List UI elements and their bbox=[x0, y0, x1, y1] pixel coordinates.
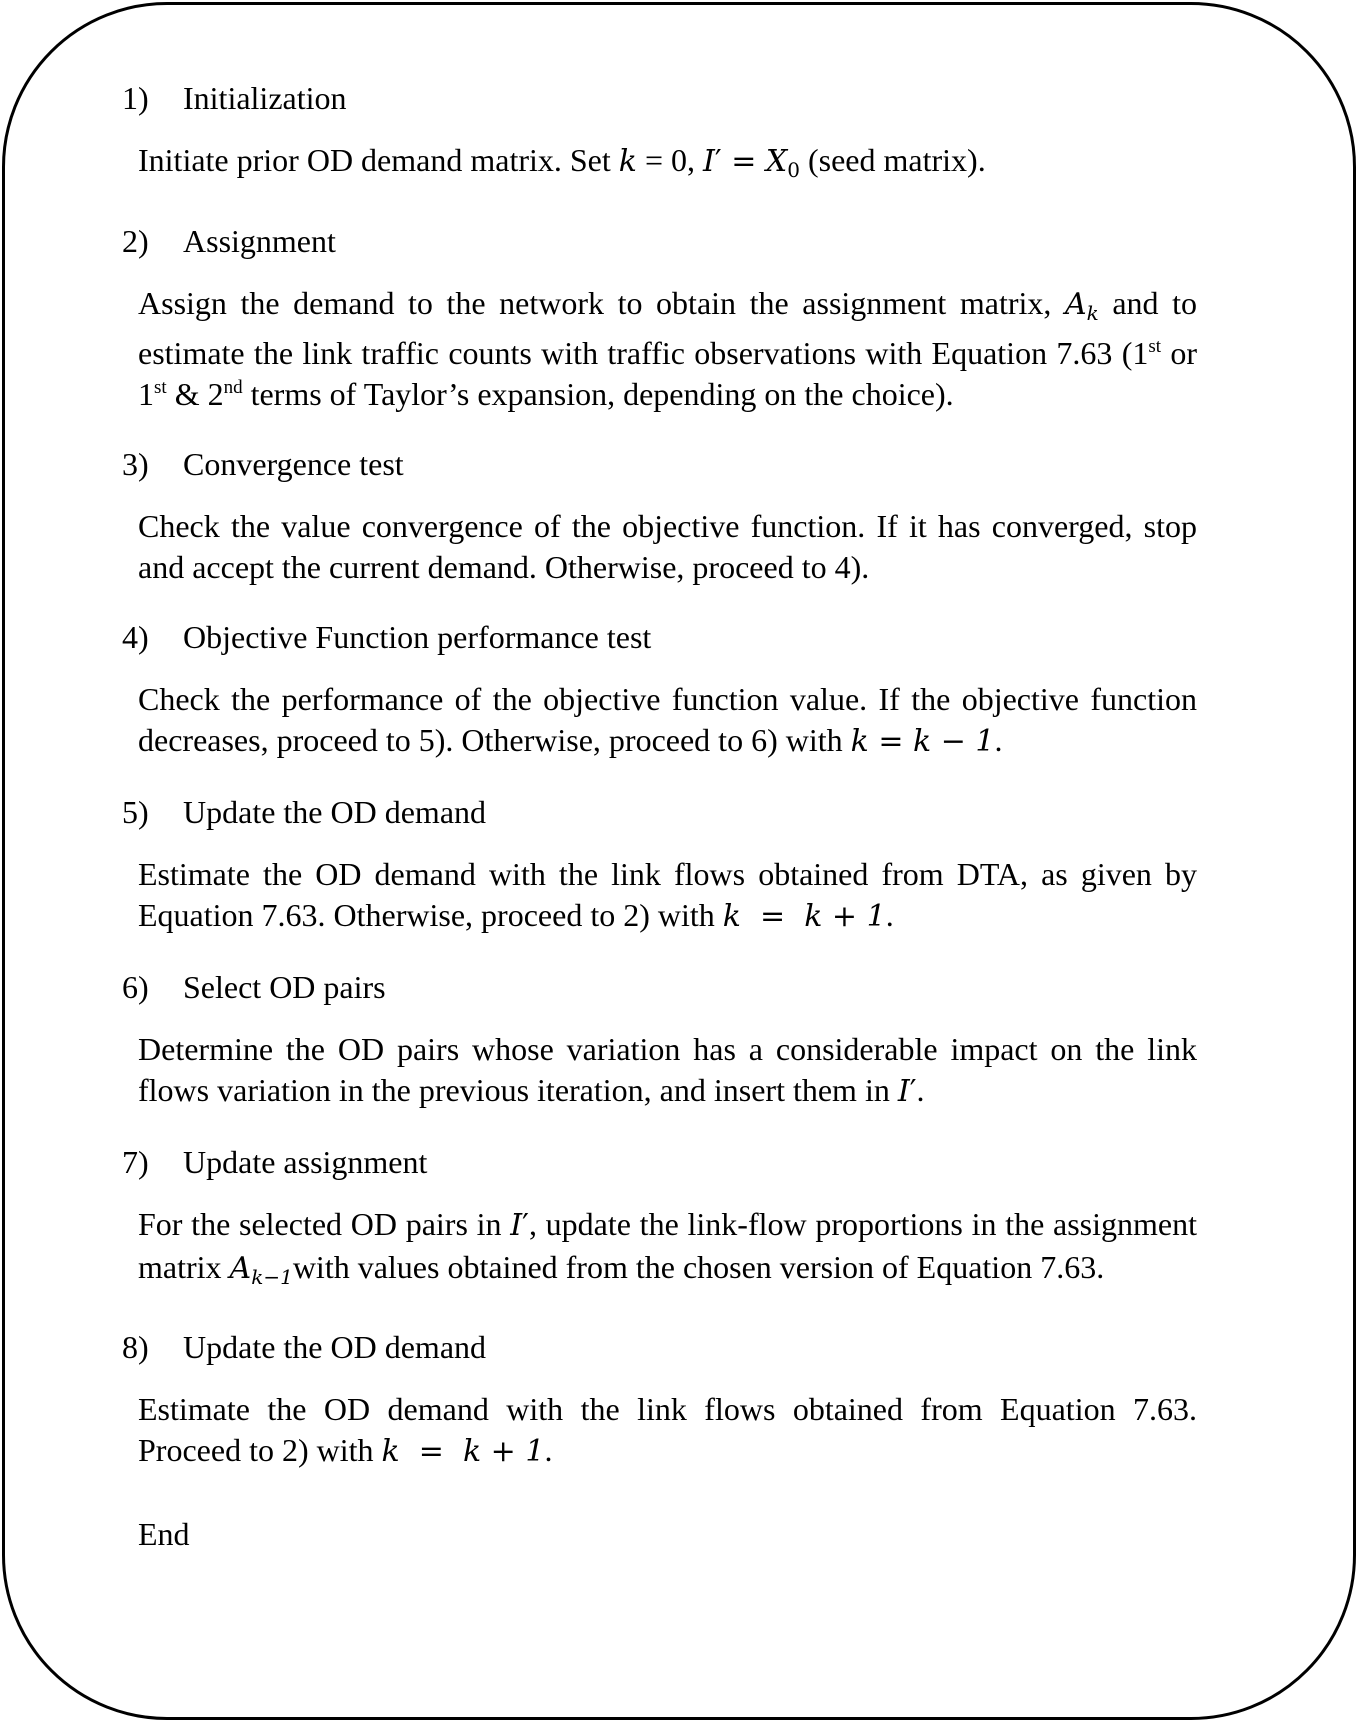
math-I-prime bbox=[703, 144, 722, 179]
math-variable-k: k bbox=[618, 144, 637, 179]
body-text: , update the link-flow proportions in the assignment matrix bbox=[138, 1206, 1198, 1285]
step-heading bbox=[122, 1142, 1197, 1182]
step-assignment bbox=[122, 221, 1197, 415]
math-variable-A: A bbox=[229, 1250, 252, 1286]
body-text: = 0, bbox=[636, 142, 703, 178]
body-text: Assign the demand to the network to obtain the assignment matrix, bbox=[138, 284, 1065, 321]
math-variable-I: I bbox=[510, 1208, 523, 1243]
step-body bbox=[138, 1204, 1197, 1297]
body-text: . bbox=[916, 1071, 925, 1108]
step-body bbox=[138, 854, 1197, 937]
math-variable-A: A bbox=[1064, 286, 1087, 322]
step-heading bbox=[122, 221, 1197, 261]
math-equals: = bbox=[721, 144, 766, 179]
ordinal-suffix: st bbox=[1148, 336, 1162, 357]
step-body bbox=[138, 1389, 1197, 1472]
body-text: Estimate the OD demand with the link flows obtained from Equation 7.63. Proceed to 2) with bbox=[138, 1391, 1197, 1468]
body-text: & 2 bbox=[166, 375, 224, 412]
ordinal-suffix: st bbox=[154, 376, 167, 398]
math-variable-I: I bbox=[897, 1073, 910, 1109]
step-select-od-pairs bbox=[122, 967, 1197, 1112]
step-number: 4) bbox=[122, 619, 149, 655]
body-text: with values obtained from the chosen version of Equation 7.63. bbox=[292, 1248, 1105, 1285]
body-text: . bbox=[544, 1431, 553, 1468]
step-title: Initialization bbox=[183, 80, 347, 116]
step-number: 3) bbox=[122, 446, 149, 482]
math-X0 bbox=[765, 144, 800, 182]
body-text: Check the value convergence of the objective function. If it has converged, stop and accept the current demand. Otherwise, proceed to 4). bbox=[138, 508, 1197, 585]
math-I-prime bbox=[898, 1074, 917, 1109]
math-prime: ′ bbox=[909, 1073, 917, 1109]
step-body bbox=[138, 283, 1197, 415]
step-title: Select OD pairs bbox=[183, 969, 386, 1005]
step-update-od-demand-final bbox=[122, 1327, 1197, 1472]
math-A-k-minus-1 bbox=[229, 1250, 293, 1289]
body-text: (seed matrix). bbox=[799, 142, 986, 178]
step-number: 6) bbox=[122, 969, 149, 1005]
math-subscript: k−1 bbox=[251, 1264, 293, 1289]
body-text: . bbox=[885, 896, 894, 933]
math-variable-X: X bbox=[765, 144, 788, 179]
body-text: Determine the OD pairs whose variation has a considerable impact on the link flows variation in the previous iteration, and insert them in bbox=[138, 1031, 1197, 1108]
step-title: Objective Function performance test bbox=[183, 619, 652, 655]
math-expression: k = k + 1 bbox=[381, 1433, 545, 1469]
step-number: 5) bbox=[122, 794, 149, 830]
step-number: 8) bbox=[122, 1329, 149, 1365]
step-body bbox=[138, 140, 1197, 191]
step-heading bbox=[122, 78, 1197, 118]
step-heading bbox=[122, 617, 1197, 657]
math-I-prime bbox=[510, 1208, 529, 1243]
body-text: terms of Taylor’s expansion, depending on the choice). bbox=[242, 375, 954, 412]
math-A-k bbox=[1064, 286, 1099, 325]
math-expression: k = k − 1 bbox=[850, 723, 995, 759]
step-update-assignment bbox=[122, 1142, 1197, 1297]
math-prime: ′ bbox=[714, 144, 722, 179]
step-body bbox=[138, 1029, 1197, 1112]
step-heading bbox=[122, 967, 1197, 1007]
body-text: or 1 bbox=[138, 335, 1198, 412]
body-text: Initiate prior OD demand matrix. Set bbox=[138, 142, 619, 178]
body-text: and to estimate the link traffic counts with traffic observations with Equation 7.63 (1 bbox=[138, 284, 1198, 371]
math-subscript: k bbox=[1086, 300, 1099, 325]
step-heading bbox=[122, 444, 1197, 484]
math-subscript: 0 bbox=[787, 158, 800, 182]
step-title: Convergence test bbox=[183, 446, 404, 482]
step-title: Update the OD demand bbox=[183, 794, 487, 830]
step-body bbox=[138, 679, 1197, 762]
step-heading bbox=[122, 792, 1197, 832]
step-heading bbox=[122, 1327, 1197, 1367]
step-update-od-demand bbox=[122, 792, 1197, 937]
step-body bbox=[138, 506, 1197, 587]
step-number: 2) bbox=[122, 222, 149, 259]
step-initialization bbox=[122, 78, 1197, 191]
body-text: . bbox=[994, 721, 1003, 758]
step-number: 7) bbox=[122, 1144, 149, 1180]
math-prime: ′ bbox=[522, 1208, 529, 1243]
step-title: Assignment bbox=[183, 222, 336, 259]
step-number: 1) bbox=[122, 80, 149, 116]
ordinal-suffix: nd bbox=[223, 376, 243, 398]
step-title: Update the OD demand bbox=[183, 1329, 487, 1365]
body-text: Check the performance of the objective function value. If the objective function decreases, proceed to 5). Otherwise, proceed to 6) with bbox=[138, 681, 1197, 758]
body-text: For the selected OD pairs in bbox=[138, 1206, 511, 1242]
math-expression: k = k + 1 bbox=[722, 898, 886, 934]
step-convergence-test bbox=[122, 444, 1197, 587]
step-objective-function-test bbox=[122, 617, 1197, 762]
body-text: Estimate the OD demand with the link flows obtained from DTA, as given by Equation 7.63. Otherwise, proceed to 2) with bbox=[138, 856, 1197, 933]
algorithm-content bbox=[122, 78, 1197, 1554]
math-variable-I: I bbox=[703, 144, 715, 179]
end-label: End bbox=[138, 1516, 190, 1552]
step-title: Update assignment bbox=[183, 1144, 428, 1180]
